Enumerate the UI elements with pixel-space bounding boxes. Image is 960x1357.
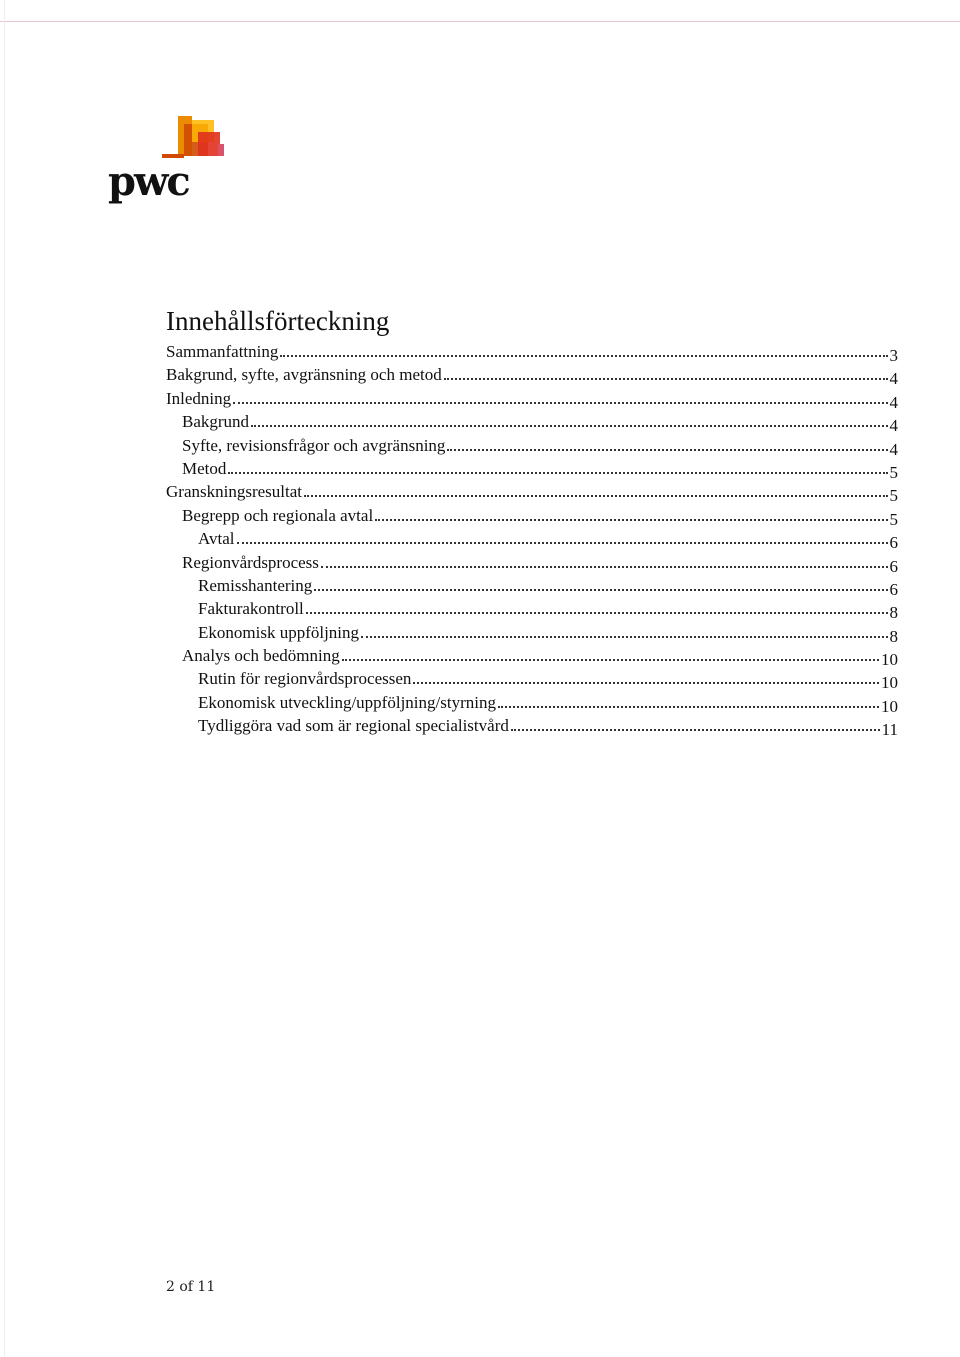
- toc-entry-page-number: 4: [889, 369, 898, 389]
- toc-entry-label: Tydliggöra vad som är regional specialistvård: [198, 716, 509, 736]
- toc-dot-leader: [321, 565, 888, 568]
- toc-dot-leader: [306, 611, 888, 614]
- table-of-contents: [166, 304, 898, 738]
- toc-entry-page-number: 4: [889, 416, 898, 436]
- toc-entry-page-number: 6: [889, 556, 898, 576]
- toc-entry-page-number: 3: [889, 346, 898, 365]
- toc-entry-label: Granskningsresultat: [166, 482, 302, 502]
- toc-entry[interactable]: [166, 574, 898, 597]
- toc-dot-leader: [375, 518, 887, 521]
- toc-entry-label: Bakgrund, syfte, avgränsning och metod: [166, 365, 442, 385]
- toc-dot-leader: [342, 658, 879, 661]
- toc-entry-label: Sammanfattning: [166, 342, 279, 361]
- toc-entry-label: Begrepp och regionala avtal: [182, 505, 374, 525]
- toc-entry[interactable]: [166, 527, 898, 553]
- pwc-wordmark: pwc: [108, 158, 189, 205]
- toc-entry-page-number: 5: [889, 509, 898, 529]
- toc-entry-page-number: 10: [881, 650, 898, 670]
- pwc-logo: [108, 112, 238, 212]
- toc-entry[interactable]: [166, 410, 898, 436]
- toc-dot-leader: [304, 494, 888, 497]
- toc-entry-label: Remisshantering: [198, 575, 313, 595]
- toc-entry[interactable]: [166, 457, 898, 480]
- toc-dot-leader: [413, 681, 879, 684]
- toc-entry[interactable]: [166, 434, 898, 457]
- toc-entry-page-number: 8: [889, 626, 898, 646]
- toc-entry[interactable]: [166, 551, 898, 574]
- toc-entry-label: Bakgrund: [182, 412, 250, 432]
- toc-entry[interactable]: [166, 667, 898, 693]
- toc-entry-label: Ekonomisk utveckling/uppföljning/styrning: [198, 692, 496, 712]
- toc-entry-label: Analys och bedömning: [182, 646, 340, 666]
- toc-entry-label: Syfte, revisionsfrågor och avgränsning: [182, 435, 446, 455]
- toc-entry-label: Inledning: [166, 388, 232, 408]
- toc-dot-leader: [511, 728, 880, 731]
- toc-entry-page-number: 6: [889, 533, 898, 553]
- toc-dot-leader: [237, 541, 888, 544]
- toc-entry-page-number: 5: [889, 462, 898, 482]
- toc-entry[interactable]: [166, 387, 898, 410]
- toc-list: [166, 340, 898, 738]
- toc-entry-page-number: 8: [889, 603, 898, 623]
- toc-entry[interactable]: [166, 480, 898, 506]
- toc-entry[interactable]: [166, 340, 898, 363]
- toc-entry-label: Avtal: [198, 529, 235, 549]
- toc-entry[interactable]: [166, 597, 898, 623]
- toc-entry-label: Regionvårdsprocess: [182, 552, 319, 572]
- toc-entry[interactable]: [166, 504, 898, 527]
- toc-entry-page-number: 11: [881, 720, 898, 740]
- toc-entry-page-number: 6: [889, 579, 898, 599]
- toc-entry[interactable]: [166, 363, 898, 389]
- scan-edge-line: [0, 21, 960, 22]
- toc-dot-leader: [251, 424, 887, 427]
- page-number: 2 of 11: [166, 1279, 216, 1295]
- toc-dot-leader: [447, 448, 887, 451]
- toc-entry-page-number: 10: [881, 696, 898, 716]
- toc-dot-leader: [228, 471, 887, 474]
- toc-dot-leader: [361, 635, 887, 638]
- toc-entry-label: Ekonomisk uppföljning: [198, 622, 360, 642]
- toc-entry[interactable]: [166, 644, 898, 670]
- toc-entry[interactable]: [166, 691, 898, 714]
- toc-entry-label: Fakturakontroll: [198, 599, 304, 619]
- scan-edge-line: [4, 0, 5, 1357]
- toc-dot-leader: [498, 705, 879, 708]
- toc-dot-leader: [233, 401, 887, 404]
- pwc-logo-mark-icon: [162, 116, 230, 162]
- toc-entry-page-number: 4: [889, 392, 898, 412]
- toc-dot-leader: [280, 354, 887, 357]
- toc-entry-page-number: 4: [889, 439, 898, 459]
- toc-entry-page-number: 10: [881, 673, 898, 693]
- toc-dot-leader: [314, 588, 887, 591]
- toc-title: Innehållsförteckning: [166, 306, 390, 336]
- toc-entry[interactable]: [166, 714, 898, 740]
- toc-entry[interactable]: [166, 621, 898, 644]
- toc-entry-label: Metod: [182, 458, 227, 478]
- toc-entry-page-number: 5: [889, 486, 898, 506]
- toc-entry-label: Rutin för regionvårdsprocessen: [198, 669, 412, 689]
- toc-dot-leader: [444, 377, 888, 380]
